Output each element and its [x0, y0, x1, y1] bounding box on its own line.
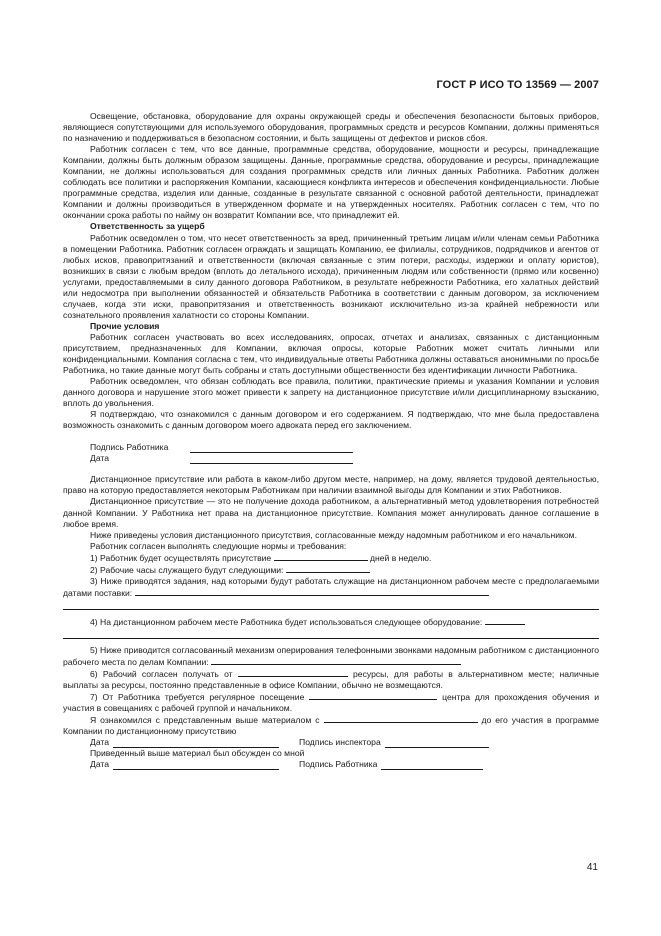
date-label: Дата: [90, 759, 110, 770]
discussed-text: Приведенный выше материал был обсужден со мной: [90, 748, 305, 759]
tasks-field-line[interactable]: [63, 599, 599, 610]
requirement-item-7: [63, 691, 599, 714]
item-text: 6) Рабочий согласен получать от: [90, 669, 233, 680]
paragraph: Дистанционное присутствие — это не получение дохода работником, а альтернативный метод удовлетворения потребностей данной Компании. У Работника нет права на дистанционное присутствие. Компания может аннулировать данное соглашение в любое время.: [63, 496, 599, 529]
item-text: дней в неделю.: [370, 552, 432, 563]
item-text: центра для прохождения обучения и участия в совещаниях с рабочей группой и начальником.: [63, 692, 600, 714]
section-heading: Ответственность за ущерб: [90, 221, 205, 232]
ack-text: Я ознакомился с представленным выше материалом с: [90, 715, 320, 726]
paragraph: Ниже приведены условия дистанционного присутствия, согласованные между надомным работником и его начальником.: [90, 529, 577, 540]
item-text: 1) Работник будет осуществлять присутствие: [90, 552, 272, 563]
paragraph: Работник осведомлен, что обязан соблюдать все правила, политики, практические приемы и указания Компании и условия данного договора и нарушение этого может привести к запрету на дистанционное присутствие и/или дисциплинарному взысканию, вплоть до увольнения.: [63, 376, 599, 409]
tasks-field[interactable]: [135, 587, 489, 596]
requirement-item-2: [63, 564, 599, 576]
requirement-item-4: [63, 616, 599, 628]
date-field[interactable]: [113, 739, 279, 748]
ack-date-field[interactable]: [324, 714, 478, 723]
paragraph: Освещение, обстановка, оборудование для охраны окружающей среды и обеспечения безопасности бытовых приборов, являющиеся сопутствующими для используемого оборудования, программных средств и ресурсов Компании, должны применяться по назначению и поддерживаться в безопасном состоянии, и быть защищены от дефектов и рисков сбоя.: [63, 111, 599, 144]
center-field[interactable]: [309, 691, 437, 700]
equipment-field[interactable]: [485, 616, 525, 625]
item-text: 5) Ниже приводится согласованный механизм оперирования телефонными звонками надомным работником с дистанционного рабочего места по делам Компании:: [63, 644, 599, 667]
signature-block: [90, 442, 599, 464]
days-field[interactable]: [274, 552, 368, 561]
signature-label: Подпись Работника: [90, 442, 169, 453]
page-number: 41: [586, 862, 598, 873]
paragraph: Работник согласен с тем, что все данные, программные средства, оборудование, мощности и ресурсы, принадлежащие Компании, должны быть должным образом защищены. Данные, программные средства, оборудование и ресурсы, принадлежащие Компании, не должны использоваться для создания программных средств или личных данных Работника. Работник должен соблюдать все политики и распоряжения Компании, касающиеся конфликта интересов и обеспечения конфиденциальности. Любые программные средства, изделия или данные, созданные в результате связанной с основной работой деятельности, принадлежат Компании и должны производиться в утвержденном формате и на утвержденных носителях. Работник согласен с тем, что по окончании срока работы по найму он возвратит Компании все, что принадлежит ей.: [63, 144, 599, 221]
acknowledgement: [63, 714, 599, 737]
paragraph: Работник согласен выполнять следующие нормы и требования:: [90, 540, 347, 551]
inspector-signature-row: [90, 737, 599, 748]
item-text: 3) Ниже приводятся задания, над которыми будут работать служащие на дистанционном рабочем месте с предполагаемыми датами поставки:: [63, 575, 599, 598]
item-text: 2) Рабочие часы служащего будут следующими:: [90, 564, 284, 575]
item-text: 7) От Работника требуется регулярное посещение: [90, 692, 305, 703]
equipment-field-line[interactable]: [63, 628, 599, 639]
inspector-signature-field[interactable]: [385, 739, 489, 748]
requirement-item-3: [63, 576, 599, 599]
discussed-row: [90, 748, 599, 759]
ack-text: до его участия в программе Компании по дистанционному присутствию: [63, 715, 600, 737]
requirement-item-6: [63, 668, 599, 691]
paragraph: Дистанционное присутствие или работа в каком-либо другом месте, например, на дому, является трудовой деятельностью, право на которую предоставляется некоторым Работникам при наличии взаимной выгоды для Компании и этих Работников.: [63, 474, 599, 496]
document-body: [63, 111, 599, 770]
date-label: Дата: [90, 453, 110, 464]
requirement-item-5: [63, 645, 599, 668]
hours-field[interactable]: [286, 564, 370, 573]
employee-signature-field[interactable]: [381, 761, 483, 770]
document-header: ГОСТ Р ИСО ТО 13569 — 2007: [436, 79, 599, 91]
item-text: ресурсы, для работы в альтернативном месте; наличные выплаты за ресурсы, постоянно представленные в офисе Компании, обычно не возмещаются.: [63, 669, 599, 691]
section-heading: Прочие условия: [90, 320, 160, 331]
inspector-label: Подпись инспектора: [299, 737, 381, 748]
paragraph: Я подтверждаю, что ознакомился с данным договором и его содержанием. Я подтверждаю, что мне была предоставлена возможность ознакомить с данным договором моего адвоката перед его заключением.: [63, 409, 599, 431]
resources-source-field[interactable]: [238, 668, 348, 677]
requirement-item-1: [63, 552, 599, 564]
employee-signature-row: [90, 759, 599, 770]
paragraph: Работник согласен участвовать во всех исследованиях, опросах, отчетах и анализах, связанных с дистанционным присутствием, предназначенных для Компании, включая опросы, которые Работник может считать личными или конфиденциальными. Компания согласна с тем, что индивидуальные ответы Работника должны оставаться анонимными по просьбе Работника, но такие данные могут быть собраны и стать доступными общественности без идентификации личности Работника.: [63, 331, 599, 376]
date-field[interactable]: [190, 455, 353, 464]
calls-field[interactable]: [211, 656, 461, 665]
item-text: 4) На дистанционном рабочем месте Работника будет использоваться следующее оборудование:: [90, 616, 483, 627]
employee-signature-label: Подпись Работника: [299, 759, 378, 770]
date-label: Дата: [90, 737, 110, 748]
date-field[interactable]: [113, 761, 279, 770]
paragraph: Работник осведомлен о том, что несет ответственность за вред, причиненный третьим лицам и/или членам семьи Работника в помещении Работника. Работник согласен ограждать и защищать Компанию, ее филиалы, сотрудников, подрядчиков и агентов от любых исков, правопритязаний и ответственности (включая связанные с этим потери, расходы, издержки и оплату юристов), возникших в связи с любым вредом (вплоть до летального исхода), причиненным людям или собственности (прямо или косвенно) услугами, предоставляемыми в силу данного договора Работником, в результате небрежности Работника, его халатных действий или недосмотра при выполнении обязанностей и обязательств Работника в соответствии с данным договором, за исключением случаев, когда эти иски, правопритязания и ответственность возникают исключительно из-за крайней небрежности или сознательного проявления халатности со стороны Компании.: [63, 232, 599, 320]
signature-field[interactable]: [190, 444, 353, 453]
